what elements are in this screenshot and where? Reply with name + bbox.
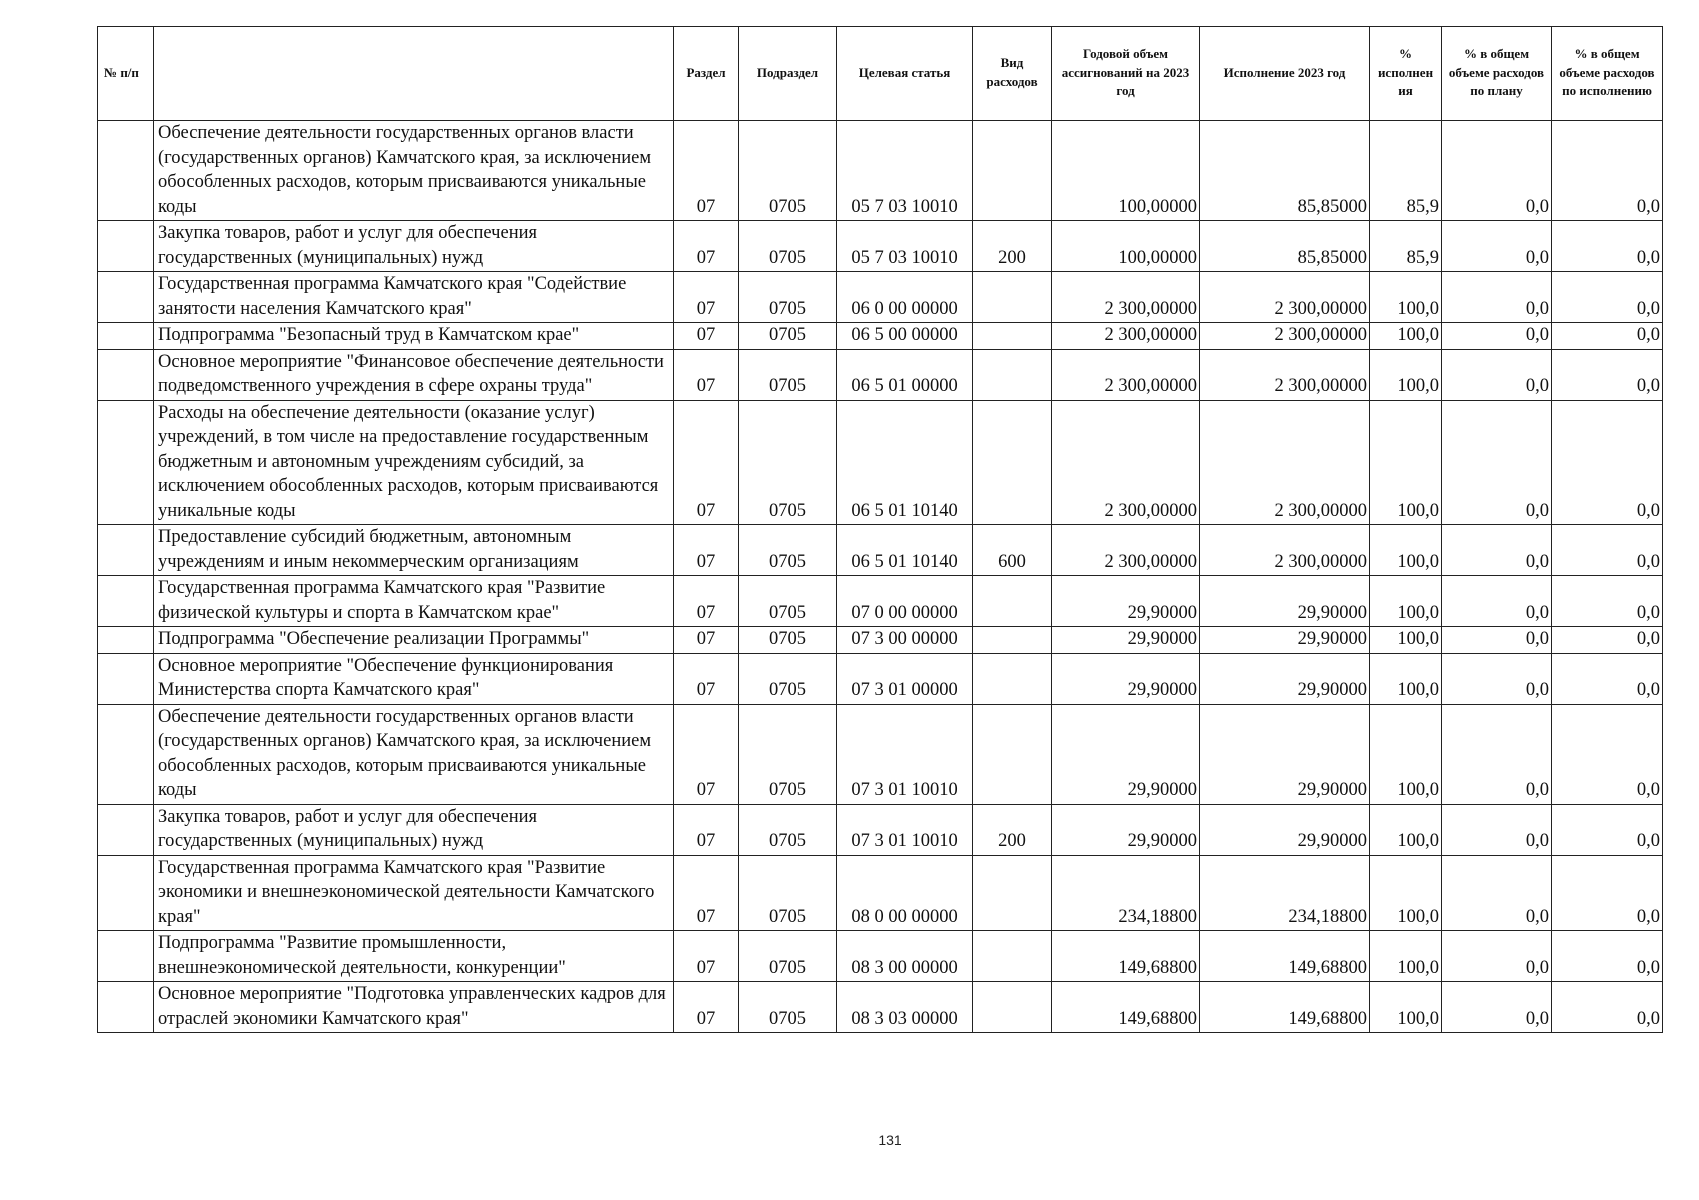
cell-plan: 2 300,00000 bbox=[1052, 272, 1200, 323]
cell-pct-isp: 0,0 bbox=[1552, 272, 1663, 323]
cell-podrazdel: 0705 bbox=[739, 349, 837, 400]
cell-ispolnenie: 29,90000 bbox=[1200, 576, 1370, 627]
cell-podrazdel: 0705 bbox=[739, 804, 837, 855]
header-statya: Целевая статья bbox=[837, 27, 973, 121]
cell-ispolnenie: 149,68800 bbox=[1200, 982, 1370, 1033]
cell-num bbox=[98, 272, 154, 323]
cell-plan: 29,90000 bbox=[1052, 576, 1200, 627]
cell-plan: 2 300,00000 bbox=[1052, 400, 1200, 525]
cell-razdel: 07 bbox=[674, 221, 739, 272]
header-razdel: Раздел bbox=[674, 27, 739, 121]
cell-name: Подпрограмма "Обеспечение реализации Программы" bbox=[154, 627, 674, 654]
cell-pct-plan: 0,0 bbox=[1442, 525, 1552, 576]
cell-pct-plan: 0,0 bbox=[1442, 272, 1552, 323]
cell-plan: 2 300,00000 bbox=[1052, 349, 1200, 400]
cell-pct-plan: 0,0 bbox=[1442, 704, 1552, 804]
cell-statya: 06 5 01 10140 bbox=[837, 400, 973, 525]
cell-plan: 29,90000 bbox=[1052, 804, 1200, 855]
cell-pct-isp: 0,0 bbox=[1552, 400, 1663, 525]
header-name bbox=[154, 27, 674, 121]
cell-vid bbox=[973, 627, 1052, 654]
cell-pct-plan: 0,0 bbox=[1442, 627, 1552, 654]
cell-num bbox=[98, 982, 154, 1033]
cell-pct-plan: 0,0 bbox=[1442, 855, 1552, 931]
cell-statya: 06 0 00 00000 bbox=[837, 272, 973, 323]
cell-razdel: 07 bbox=[674, 576, 739, 627]
cell-pct-ispolneniya: 100,0 bbox=[1370, 400, 1442, 525]
cell-pct-ispolneniya: 85,9 bbox=[1370, 121, 1442, 221]
cell-podrazdel: 0705 bbox=[739, 525, 837, 576]
cell-pct-plan: 0,0 bbox=[1442, 349, 1552, 400]
cell-name: Государственная программа Камчатского края "Развитие физической культуры и спорта в Камчатском крае" bbox=[154, 576, 674, 627]
header-pct-ispolneniya: % исполнен ия bbox=[1370, 27, 1442, 121]
cell-pct-plan: 0,0 bbox=[1442, 653, 1552, 704]
cell-plan: 2 300,00000 bbox=[1052, 323, 1200, 350]
cell-num bbox=[98, 653, 154, 704]
cell-podrazdel: 0705 bbox=[739, 121, 837, 221]
cell-pct-ispolneniya: 100,0 bbox=[1370, 704, 1442, 804]
cell-podrazdel: 0705 bbox=[739, 982, 837, 1033]
cell-name: Закупка товаров, работ и услуг для обеспечения государственных (муниципальных) нужд bbox=[154, 804, 674, 855]
cell-vid bbox=[973, 855, 1052, 931]
cell-vid bbox=[973, 400, 1052, 525]
cell-razdel: 07 bbox=[674, 982, 739, 1033]
cell-pct-isp: 0,0 bbox=[1552, 121, 1663, 221]
cell-podrazdel: 0705 bbox=[739, 855, 837, 931]
cell-statya: 07 3 01 10010 bbox=[837, 804, 973, 855]
cell-name: Подпрограмма "Безопасный труд в Камчатском крае" bbox=[154, 323, 674, 350]
cell-num bbox=[98, 931, 154, 982]
table-row bbox=[98, 855, 1663, 931]
cell-podrazdel: 0705 bbox=[739, 272, 837, 323]
cell-pct-ispolneniya: 100,0 bbox=[1370, 627, 1442, 654]
cell-pct-isp: 0,0 bbox=[1552, 804, 1663, 855]
cell-statya: 05 7 03 10010 bbox=[837, 121, 973, 221]
cell-name: Закупка товаров, работ и услуг для обеспечения государственных (муниципальных) нужд bbox=[154, 221, 674, 272]
table-row bbox=[98, 931, 1663, 982]
cell-vid bbox=[973, 323, 1052, 350]
cell-podrazdel: 0705 bbox=[739, 400, 837, 525]
cell-num bbox=[98, 804, 154, 855]
cell-pct-isp: 0,0 bbox=[1552, 982, 1663, 1033]
cell-statya: 08 3 03 00000 bbox=[837, 982, 973, 1033]
table-row bbox=[98, 653, 1663, 704]
header-pct-plan: % в общем объеме расходов по плану bbox=[1442, 27, 1552, 121]
page-number: 131 bbox=[878, 1132, 902, 1148]
cell-pct-ispolneniya: 100,0 bbox=[1370, 804, 1442, 855]
cell-razdel: 07 bbox=[674, 272, 739, 323]
cell-statya: 05 7 03 10010 bbox=[837, 221, 973, 272]
cell-ispolnenie: 234,18800 bbox=[1200, 855, 1370, 931]
cell-vid bbox=[973, 982, 1052, 1033]
cell-razdel: 07 bbox=[674, 855, 739, 931]
cell-plan: 29,90000 bbox=[1052, 704, 1200, 804]
cell-vid bbox=[973, 653, 1052, 704]
cell-razdel: 07 bbox=[674, 931, 739, 982]
cell-pct-ispolneniya: 100,0 bbox=[1370, 576, 1442, 627]
table-row bbox=[98, 221, 1663, 272]
cell-ispolnenie: 85,85000 bbox=[1200, 221, 1370, 272]
table-row bbox=[98, 400, 1663, 525]
cell-vid: 200 bbox=[973, 804, 1052, 855]
cell-pct-ispolneniya: 85,9 bbox=[1370, 221, 1442, 272]
cell-pct-ispolneniya: 100,0 bbox=[1370, 982, 1442, 1033]
cell-pct-ispolneniya: 100,0 bbox=[1370, 323, 1442, 350]
table-row bbox=[98, 982, 1663, 1033]
cell-plan: 100,00000 bbox=[1052, 121, 1200, 221]
cell-name: Основное мероприятие "Финансовое обеспечение деятельности подведомственного учреждения в сфере охраны труда" bbox=[154, 349, 674, 400]
table-row bbox=[98, 804, 1663, 855]
cell-vid bbox=[973, 704, 1052, 804]
cell-ispolnenie: 29,90000 bbox=[1200, 804, 1370, 855]
table-row bbox=[98, 576, 1663, 627]
cell-num bbox=[98, 221, 154, 272]
cell-pct-plan: 0,0 bbox=[1442, 576, 1552, 627]
cell-num bbox=[98, 525, 154, 576]
cell-vid bbox=[973, 931, 1052, 982]
cell-razdel: 07 bbox=[674, 349, 739, 400]
header-podrazdel: Подраздел bbox=[739, 27, 837, 121]
cell-pct-isp: 0,0 bbox=[1552, 576, 1663, 627]
cell-pct-isp: 0,0 bbox=[1552, 855, 1663, 931]
cell-pct-plan: 0,0 bbox=[1442, 121, 1552, 221]
cell-name: Государственная программа Камчатского края "Содействие занятости населения Камчатского края" bbox=[154, 272, 674, 323]
cell-num bbox=[98, 323, 154, 350]
cell-num bbox=[98, 121, 154, 221]
cell-vid bbox=[973, 576, 1052, 627]
budget-table bbox=[97, 26, 1663, 1033]
header-plan: Годовой объем ассигнований на 2023 год bbox=[1052, 27, 1200, 121]
cell-name: Основное мероприятие "Подготовка управленческих кадров для отраслей экономики Камчатского края" bbox=[154, 982, 674, 1033]
cell-podrazdel: 0705 bbox=[739, 653, 837, 704]
cell-num bbox=[98, 704, 154, 804]
cell-pct-plan: 0,0 bbox=[1442, 804, 1552, 855]
cell-statya: 07 3 00 00000 bbox=[837, 627, 973, 654]
cell-statya: 07 0 00 00000 bbox=[837, 576, 973, 627]
cell-podrazdel: 0705 bbox=[739, 323, 837, 350]
cell-pct-isp: 0,0 bbox=[1552, 653, 1663, 704]
cell-pct-ispolneniya: 100,0 bbox=[1370, 855, 1442, 931]
cell-ispolnenie: 29,90000 bbox=[1200, 653, 1370, 704]
cell-plan: 2 300,00000 bbox=[1052, 525, 1200, 576]
table-row bbox=[98, 627, 1663, 654]
cell-statya: 07 3 01 10010 bbox=[837, 704, 973, 804]
cell-podrazdel: 0705 bbox=[739, 704, 837, 804]
table-row bbox=[98, 121, 1663, 221]
cell-razdel: 07 bbox=[674, 704, 739, 804]
table-row bbox=[98, 323, 1663, 350]
cell-vid: 600 bbox=[973, 525, 1052, 576]
cell-razdel: 07 bbox=[674, 627, 739, 654]
cell-pct-ispolneniya: 100,0 bbox=[1370, 653, 1442, 704]
header-num: № п/п bbox=[98, 27, 154, 121]
cell-pct-plan: 0,0 bbox=[1442, 323, 1552, 350]
cell-plan: 149,68800 bbox=[1052, 931, 1200, 982]
cell-ispolnenie: 29,90000 bbox=[1200, 627, 1370, 654]
cell-name: Расходы на обеспечение деятельности (оказание услуг) учреждений, в том числе на предоставление государственным бюджетным и автономным учреждениям субсидий, за исключением обособленных расходов, которым присваиваются уникальные коды bbox=[154, 400, 674, 525]
cell-pct-plan: 0,0 bbox=[1442, 931, 1552, 982]
cell-name: Основное мероприятие "Обеспечение функционирования Министерства спорта Камчатского края" bbox=[154, 653, 674, 704]
cell-num bbox=[98, 627, 154, 654]
cell-pct-isp: 0,0 bbox=[1552, 349, 1663, 400]
cell-razdel: 07 bbox=[674, 121, 739, 221]
header-ispolnenie: Исполнение 2023 год bbox=[1200, 27, 1370, 121]
cell-razdel: 07 bbox=[674, 400, 739, 525]
cell-name: Подпрограмма "Развитие промышленности, внешнеэкономической деятельности, конкуренции" bbox=[154, 931, 674, 982]
cell-pct-isp: 0,0 bbox=[1552, 221, 1663, 272]
cell-podrazdel: 0705 bbox=[739, 221, 837, 272]
cell-pct-isp: 0,0 bbox=[1552, 323, 1663, 350]
cell-ispolnenie: 2 300,00000 bbox=[1200, 400, 1370, 525]
cell-statya: 06 5 00 00000 bbox=[837, 323, 973, 350]
cell-pct-isp: 0,0 bbox=[1552, 525, 1663, 576]
table-row bbox=[98, 704, 1663, 804]
cell-statya: 08 0 00 00000 bbox=[837, 855, 973, 931]
header-vid: Вид расходов bbox=[973, 27, 1052, 121]
cell-num bbox=[98, 855, 154, 931]
cell-vid bbox=[973, 121, 1052, 221]
cell-pct-ispolneniya: 100,0 bbox=[1370, 525, 1442, 576]
table-header-row bbox=[98, 27, 1663, 121]
cell-pct-plan: 0,0 bbox=[1442, 400, 1552, 525]
cell-num bbox=[98, 576, 154, 627]
cell-ispolnenie: 2 300,00000 bbox=[1200, 349, 1370, 400]
cell-podrazdel: 0705 bbox=[739, 576, 837, 627]
cell-statya: 07 3 01 00000 bbox=[837, 653, 973, 704]
cell-statya: 06 5 01 00000 bbox=[837, 349, 973, 400]
cell-pct-ispolneniya: 100,0 bbox=[1370, 272, 1442, 323]
cell-ispolnenie: 2 300,00000 bbox=[1200, 272, 1370, 323]
cell-pct-ispolneniya: 100,0 bbox=[1370, 931, 1442, 982]
cell-razdel: 07 bbox=[674, 323, 739, 350]
cell-plan: 29,90000 bbox=[1052, 627, 1200, 654]
cell-plan: 29,90000 bbox=[1052, 653, 1200, 704]
cell-ispolnenie: 2 300,00000 bbox=[1200, 323, 1370, 350]
cell-pct-ispolneniya: 100,0 bbox=[1370, 349, 1442, 400]
cell-num bbox=[98, 349, 154, 400]
cell-pct-isp: 0,0 bbox=[1552, 931, 1663, 982]
header-pct-isp: % в общем объеме расходов по исполнению bbox=[1552, 27, 1663, 121]
cell-ispolnenie: 149,68800 bbox=[1200, 931, 1370, 982]
cell-podrazdel: 0705 bbox=[739, 627, 837, 654]
cell-plan: 100,00000 bbox=[1052, 221, 1200, 272]
cell-name: Предоставление субсидий бюджетным, автономным учреждениям и иным некоммерческим организациям bbox=[154, 525, 674, 576]
cell-name: Обеспечение деятельности государственных органов власти (государственных органов) Камчатского края, за исключением обособленных расходов, которым присваиваются уникальные коды bbox=[154, 121, 674, 221]
cell-pct-isp: 0,0 bbox=[1552, 627, 1663, 654]
cell-pct-isp: 0,0 bbox=[1552, 704, 1663, 804]
cell-ispolnenie: 85,85000 bbox=[1200, 121, 1370, 221]
cell-podrazdel: 0705 bbox=[739, 931, 837, 982]
cell-ispolnenie: 29,90000 bbox=[1200, 704, 1370, 804]
cell-vid bbox=[973, 272, 1052, 323]
cell-name: Государственная программа Камчатского края "Развитие экономики и внешнеэкономической деятельности Камчатского края" bbox=[154, 855, 674, 931]
cell-vid: 200 bbox=[973, 221, 1052, 272]
cell-statya: 06 5 01 10140 bbox=[837, 525, 973, 576]
cell-ispolnenie: 2 300,00000 bbox=[1200, 525, 1370, 576]
cell-plan: 234,18800 bbox=[1052, 855, 1200, 931]
cell-pct-plan: 0,0 bbox=[1442, 982, 1552, 1033]
table-row bbox=[98, 349, 1663, 400]
cell-plan: 149,68800 bbox=[1052, 982, 1200, 1033]
cell-pct-plan: 0,0 bbox=[1442, 221, 1552, 272]
cell-razdel: 07 bbox=[674, 804, 739, 855]
cell-num bbox=[98, 400, 154, 525]
table-row bbox=[98, 525, 1663, 576]
cell-vid bbox=[973, 349, 1052, 400]
cell-razdel: 07 bbox=[674, 525, 739, 576]
table-row bbox=[98, 272, 1663, 323]
cell-statya: 08 3 00 00000 bbox=[837, 931, 973, 982]
cell-name: Обеспечение деятельности государственных органов власти (государственных органов) Камчатского края, за исключением обособленных расходов, которым присваиваются уникальные коды bbox=[154, 704, 674, 804]
cell-razdel: 07 bbox=[674, 653, 739, 704]
